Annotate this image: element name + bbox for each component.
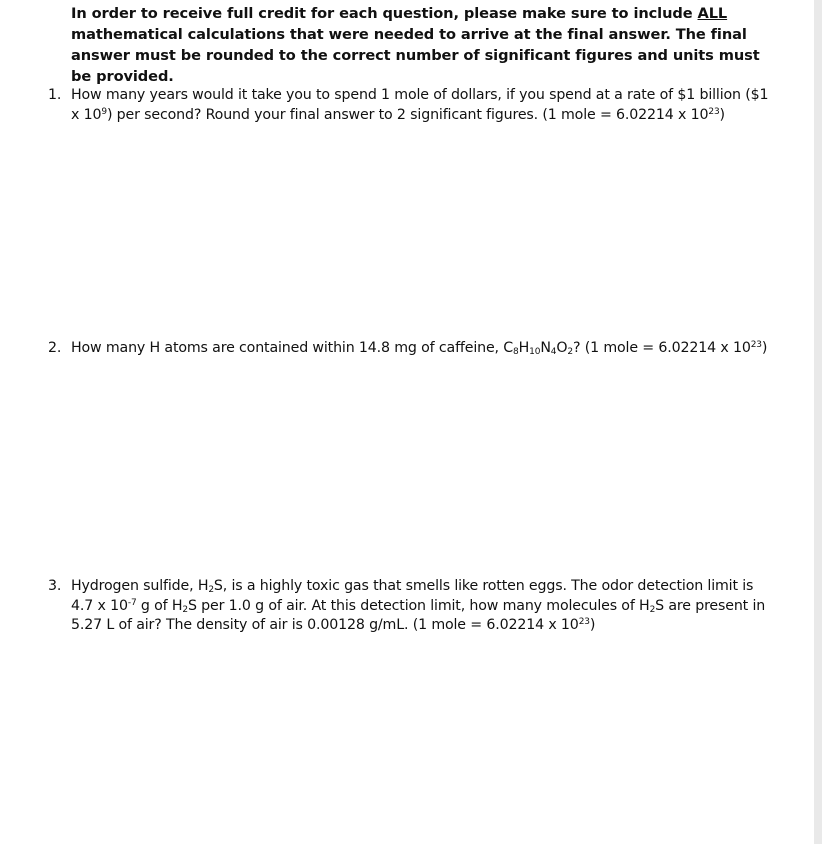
text-run: How many years would it take you to spend 1 mole of dollars, if you spend at a rate of $1 billion ($1 x 10 bbox=[71, 87, 769, 123]
text-run: ? (1 mole = 6.02214 x 10 bbox=[572, 340, 751, 356]
question-3 bbox=[48, 577, 778, 636]
subscript: 2 bbox=[649, 604, 656, 615]
text-run: ) bbox=[761, 340, 768, 356]
text-run: H bbox=[518, 340, 530, 356]
text-run: Hydrogen sulfide, H bbox=[71, 578, 209, 594]
text-run: ) bbox=[719, 106, 725, 123]
superscript: 9 bbox=[101, 106, 107, 117]
subscript: 2 bbox=[567, 347, 573, 357]
text-run: ) bbox=[589, 617, 596, 633]
text-run: S, is a highly toxic gas that smells like rotten eggs. The odor detection limit is 4.7 x 10 bbox=[71, 578, 754, 614]
text-run: O bbox=[556, 340, 568, 356]
superscript: 23 bbox=[578, 617, 590, 627]
question-text bbox=[71, 86, 778, 125]
question-2 bbox=[48, 339, 778, 359]
subscript: 8 bbox=[513, 347, 519, 357]
question-number: 2. bbox=[48, 340, 62, 356]
question-1 bbox=[48, 86, 778, 125]
question-number: 3. bbox=[48, 578, 62, 594]
superscript: -7 bbox=[127, 597, 137, 608]
subscript: 2 bbox=[182, 604, 188, 615]
instructions-text-end: mathematical calculations that were needed to arrive at the final answer. The final answer must be rounded to the correct number of significant figures and units must be provided. bbox=[71, 26, 760, 85]
text-run: N bbox=[540, 340, 551, 356]
subscript: 4 bbox=[550, 347, 557, 357]
question-text bbox=[71, 339, 778, 359]
question-text bbox=[71, 577, 778, 636]
instructions-text-start: In order to receive full credit for each question, please make sure to include bbox=[71, 5, 698, 22]
scrollbar-track[interactable] bbox=[814, 0, 822, 844]
superscript: 23 bbox=[750, 340, 762, 350]
subscript: 2 bbox=[208, 585, 214, 595]
subscript: 10 bbox=[529, 347, 541, 357]
instructions-emphasis: ALL bbox=[697, 5, 728, 22]
instructions bbox=[71, 3, 771, 87]
question-number: 1. bbox=[48, 87, 62, 103]
text-run: S are present in 5.27 L of air? The density of air is 0.00128 g/mL. (1 mole = 6.02214 x 10 bbox=[71, 597, 766, 633]
text-run: ) per second? Round your final answer to 2 significant figures. (1 mole = 6.02214 x 10 bbox=[106, 106, 709, 123]
text-run: How many H atoms are contained within 14.8 mg of caffeine, C bbox=[71, 340, 514, 356]
text-run: g of H bbox=[136, 597, 183, 614]
superscript: 23 bbox=[708, 106, 720, 117]
text-run: S per 1.0 g of air. At this detection limit, how many molecules of H bbox=[187, 597, 650, 614]
